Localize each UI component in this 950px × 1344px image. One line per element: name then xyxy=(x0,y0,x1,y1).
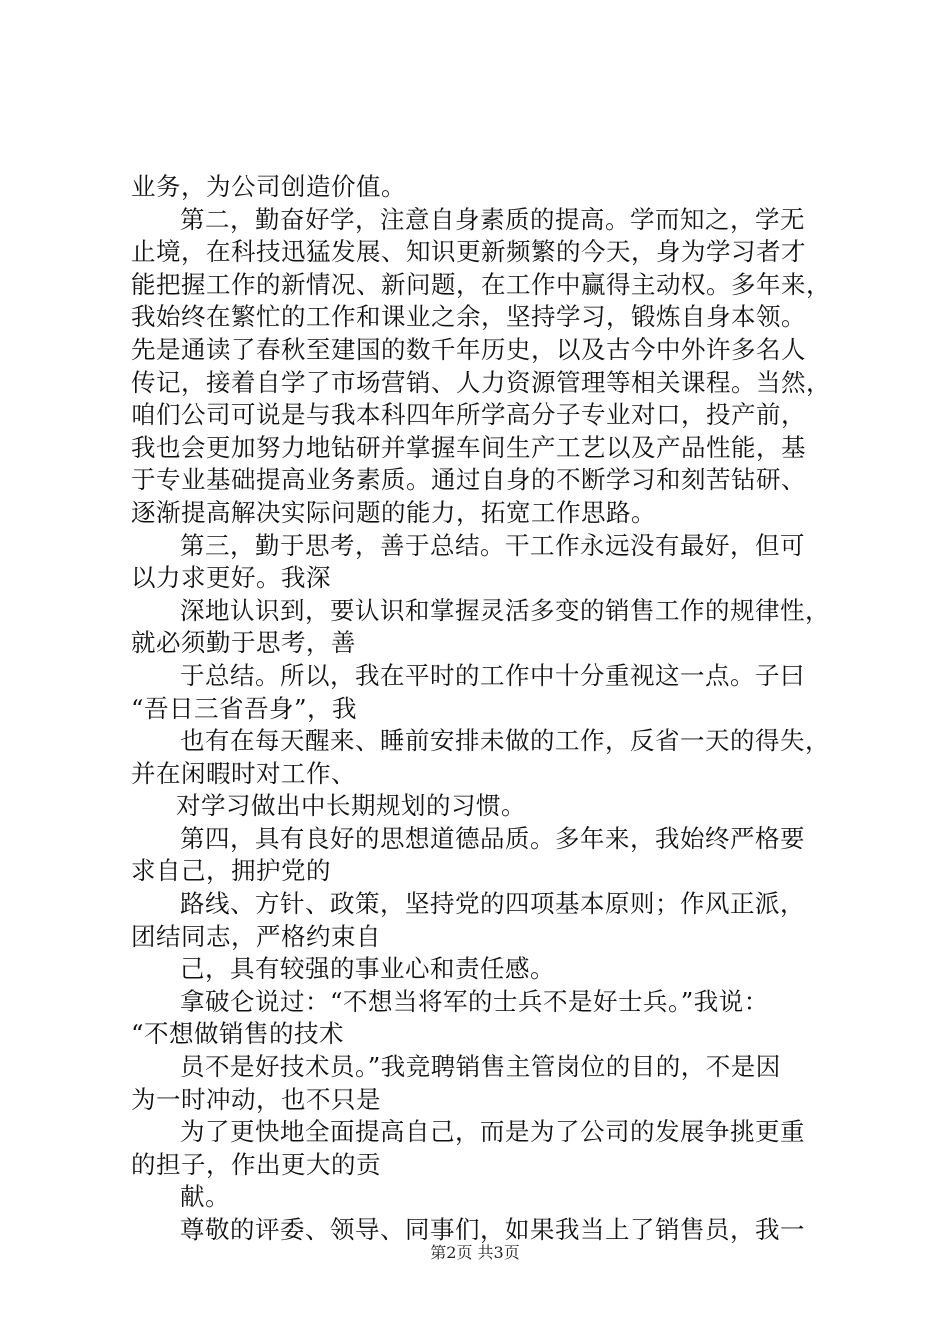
text-line: 己，具有较强的事业心和责任感。 xyxy=(180,954,555,984)
text-line: 逐渐提高解决实际问题的能力，拓宽工作思路。 xyxy=(131,497,656,527)
text-line: 尊敬的评委、领导、同事们，如果我当上了销售员，我一 xyxy=(180,1215,805,1244)
text-line: 为了更快地全面提高自己，而是为了公司的发展争挑更重 xyxy=(180,1117,805,1147)
text-line: 求自己，拥护党的 xyxy=(131,856,331,886)
text-line: 第四，具有良好的思想道德品质。多年来，我始终严格要 xyxy=(180,823,805,853)
text-line: 业务，为公司创造价值。 xyxy=(131,172,406,201)
page-footer xyxy=(0,1240,950,1263)
text-line: 第三，勤于思考，善于总结。干工作永远没有最好，但可 xyxy=(180,530,805,560)
page-number: 第2页 共3页 xyxy=(430,1243,520,1262)
text-line: 我始终在繁忙的工作和课业之余，坚持学习，锻炼自身本领。 xyxy=(131,302,806,332)
text-line: 路线、方针、政策，坚持党的四项基本原则；作风正派， xyxy=(180,889,805,919)
text-line: 为一时冲动，也不只是 xyxy=(131,1084,381,1114)
text-line: 就必须勤于思考，善 xyxy=(131,628,356,658)
text-line: 并在闲暇时对工作、 xyxy=(131,758,356,788)
text-line: 能把握工作的新情况、新问题，在工作中赢得主动权。多年来， xyxy=(131,269,831,299)
text-line: 第二，勤奋好学，注意自身素质的提高。学而知之，学无 xyxy=(180,204,805,234)
text-line: 于总结。所以，我在平时的工作中十分重视这一点。子曰 xyxy=(180,660,805,690)
document-body xyxy=(131,171,831,1247)
text-line: 献。 xyxy=(180,1182,230,1212)
text-line: 于专业基础提高业务素质。通过自身的不断学习和刻苦钻研、 xyxy=(131,465,806,495)
text-line: 团结同志，严格约束自 xyxy=(131,921,381,951)
text-line: 先是通读了春秋至建国的数千年历史，以及古今中外许多名人 xyxy=(131,334,806,364)
text-line: 对学习做出中长期规划的习惯。 xyxy=(176,791,526,821)
text-line: 我也会更加努力地钻研并掌握车间生产工艺以及产品性能，基 xyxy=(131,432,806,462)
text-line: “吾日三省吾身”，我 xyxy=(131,693,358,723)
text-line: 咱们公司可说是与我本科四年所学高分子专业对口，投产前， xyxy=(131,400,806,430)
text-line: 以力求更好。我深 xyxy=(131,563,331,593)
text-line: 深地认识到，要认识和掌握灵活多变的销售工作的规律性， xyxy=(180,595,830,625)
text-line: 止境，在科技迅猛发展、知识更新频繁的今天，身为学习者才 xyxy=(131,237,806,267)
text-line: 传记，接着自学了市场营销、人力资源管理等相关课程。当然， xyxy=(131,367,831,397)
text-line: 拿破仑说过：“不想当将军的士兵不是好士兵。”我说： xyxy=(180,986,769,1016)
text-line: “不想做销售的技术 xyxy=(131,1019,345,1049)
text-line: 员不是好技术员。”我竞聘销售主管岗位的目的，不是因 xyxy=(180,1052,781,1082)
text-line: 也有在每天醒来、睡前安排未做的工作，反省一天的得失， xyxy=(180,726,830,756)
text-line: 的担子，作出更大的贡 xyxy=(131,1149,381,1179)
